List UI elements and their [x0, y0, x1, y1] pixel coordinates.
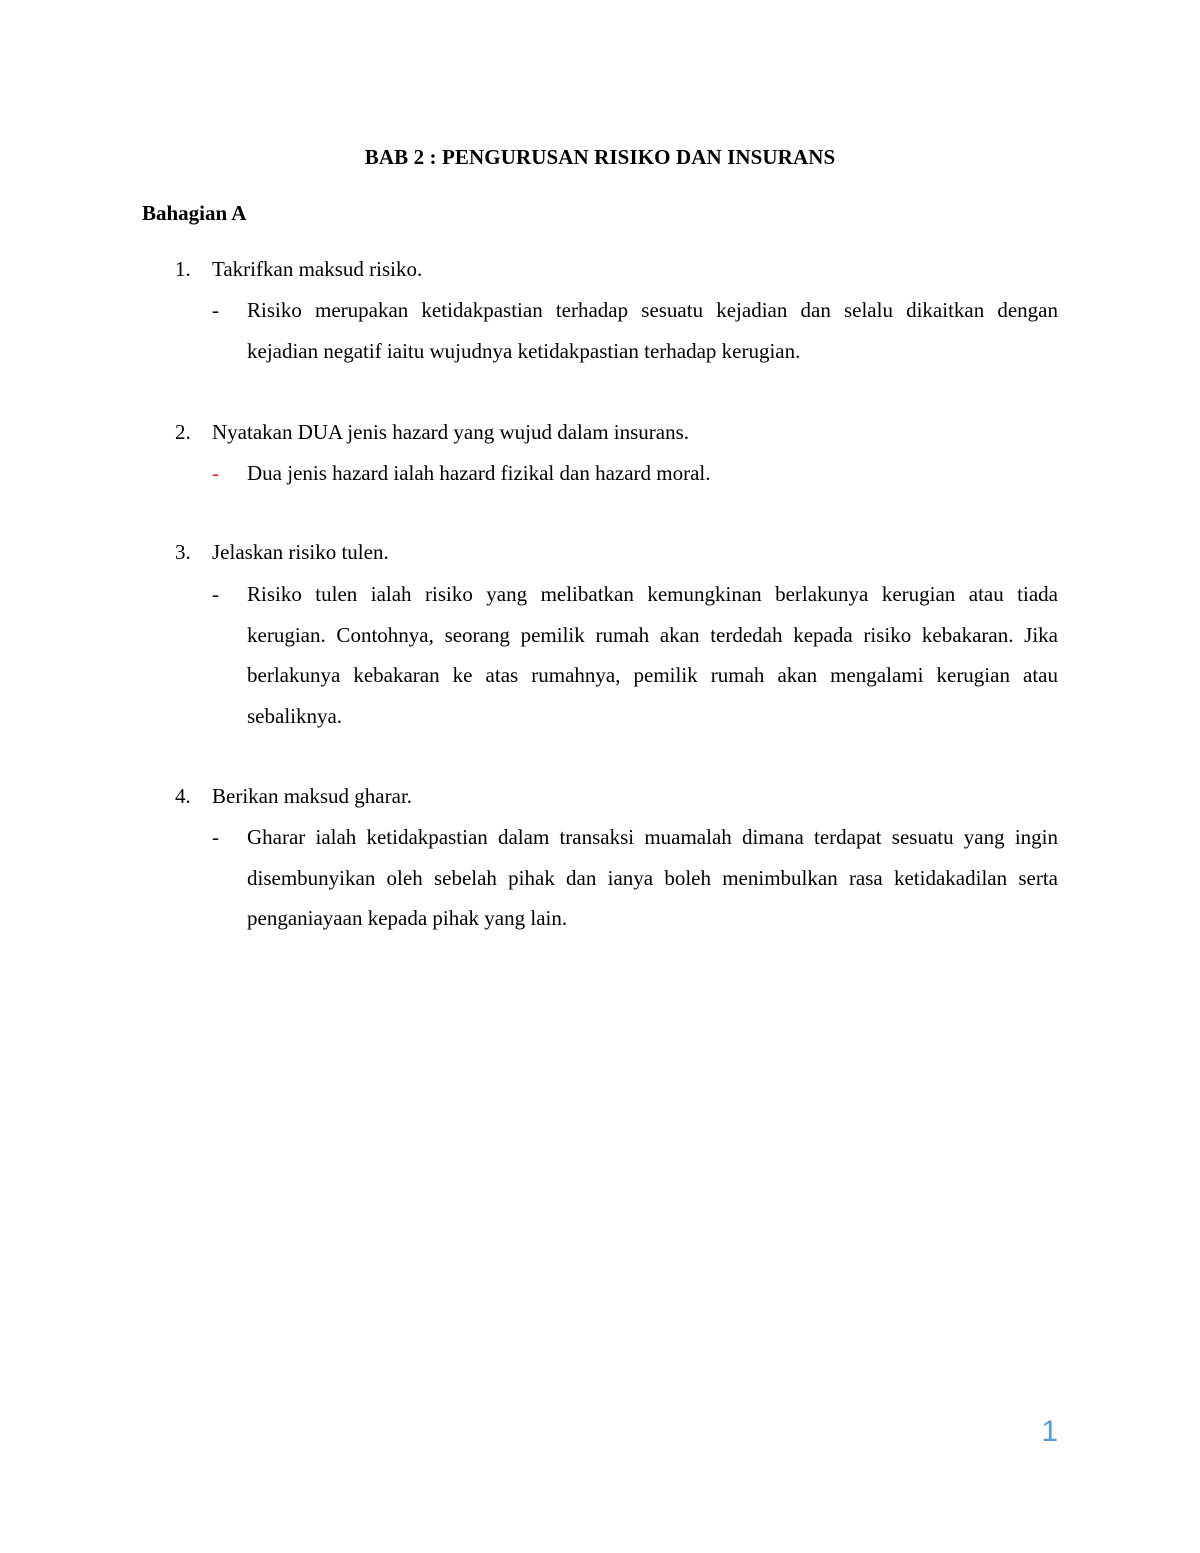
question-text: Berikan maksud gharar.: [212, 784, 413, 808]
bullet-dash: -: [212, 582, 219, 606]
answer-text: Risiko merupakan ketidakpastian terhadap sesuatu kejadian dan selalu dikaitkan dengan kejadian negatif iaitu wujudnya ketidakpastian terhadap kerugian.: [247, 298, 1058, 363]
answer-text: Risiko tulen ialah risiko yang melibatkan kemungkinan berlakunya kerugian atau tiada kerugian. Contohnya, seorang pemilik rumah akan terdedah kepada risiko kebakaran. Jika berlakunya kebakaran ke atas rumahnya, pemilik rumah akan mengalami kerugian atau sebaliknya.: [247, 582, 1058, 728]
bullet-dash: -: [212, 298, 219, 322]
question-number: 3.: [175, 540, 191, 564]
page-number: 1: [1041, 1415, 1058, 1448]
document-title: BAB 2 : PENGURUSAN RISIKO DAN INSURANS: [364, 145, 836, 169]
question-number: 4.: [175, 784, 191, 808]
question-number: 2.: [175, 420, 191, 444]
question-text: Nyatakan DUA jenis hazard yang wujud dalam insurans.: [212, 420, 690, 444]
bullet-dash: -: [212, 825, 219, 849]
section-title: Bahagian A: [142, 201, 247, 225]
bullet-dash: -: [212, 461, 219, 485]
answer-text: Dua jenis hazard ialah hazard fizikal dan hazard moral.: [247, 461, 711, 485]
question-text: Takrifkan maksud risiko.: [212, 257, 423, 281]
question-number: 1.: [175, 257, 191, 281]
answer-text: Gharar ialah ketidakpastian dalam transaksi muamalah dimana terdapat sesuatu yang ingin disembunyikan oleh sebelah pihak dan ianya boleh menimbulkan rasa ketidakadilan serta penganiayaan kepada pihak yang lain.: [247, 825, 1058, 930]
question-text: Jelaskan risiko tulen.: [212, 540, 389, 564]
